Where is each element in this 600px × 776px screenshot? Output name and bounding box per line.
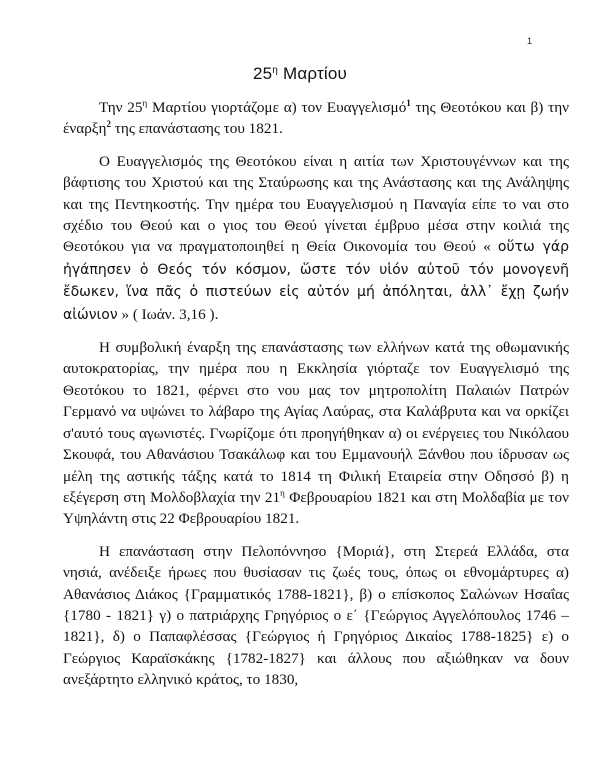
paragraph-2-text: Ο Ευαγγελισμός της Θεοτόκου είναι η αιτία των Χριστουγέννων και της βάφτισης του Χριστού και της Σταύρωσης και της Ανάστασης και της Ανάληψης και της Πεντηκοστής. Την ημέρα του Ευαγγελισμού η Παναγία είπε το ναι στο σχέδιο του Θεού και ο γιος του Θεού γίνεται έμβρυο μέσα στην κοιλιά της Θεοτόκου για να πραγματοποιηθεί η Θεία Οικονομία του Θεού « — [63, 152, 569, 256]
paragraph-1-superscript-a: η — [142, 98, 148, 108]
paragraph-1-text-d: της επανάστασης του 1821. — [111, 120, 283, 138]
page-title — [0, 64, 600, 84]
paragraph-1-text-a: Την 25 — [99, 99, 143, 116]
footnote-ref-2: 2 — [106, 119, 111, 130]
paragraph-4 — [63, 541, 569, 691]
document-body — [63, 97, 569, 691]
paragraph-4-text: Η επανάσταση στην Πελοπόννησο {Μοριά}, στη Στερεά Ελλάδα, στα νησιά, ανέδειξε ήρωες που θυσίασαν τις ζωές τους, όπως οι εθνομάρτυρες α) Αθανάσιος Διάκος {Γραμματικός 1788-1821}, β) ο επίσκοπος Σαλώνων Ησαΐας {1780 - 1821} γ) ο πατριάρχης Γρηγόριος ο ε΄ {Γεώργιος Αγγελόπουλος 1746 – 1821}, δ) ο Παπαφλέσσας {Γεώργιος ή Γρηγόριος Δικαίος 1788-1825} ε) ο Γεώργιος Καραϊσκάκης {1782-1827} και άλλους που αξιώθηκαν να δουν ανεξάρτητο ελληνικό κράτος, το 1830, — [63, 542, 569, 689]
paragraph-3 — [63, 337, 569, 530]
title-number: 25 — [252, 64, 273, 83]
paragraph-1-text-b: Μαρτίου γιορτάζομε α) τον Ευαγγελισμό — [147, 99, 407, 116]
footnote-ref-1: 1 — [406, 98, 411, 108]
title-month: Μαρτίου — [278, 64, 348, 83]
paragraph-2-citation: » ( Ιωάν. 3,16 ). — [117, 305, 219, 323]
paragraph-2 — [63, 151, 569, 326]
paragraph-1-text-c: της Θεοτόκου και β) την έναρξη — [63, 99, 569, 138]
scripture-quote: οὕτω γάρ ἠγάπησεν ὁ Θεός τόν κόσμον, ὥστε τόν υἱόν αὐτοῦ τόν μονογενῆ ἔδωκεν, ἵνα πᾶς ὁ πιστεύων εἰς αὐτόν μή ἀπόληται, ἀλλ᾽ ἔχῃ ζωήν αἰώνιον — [63, 239, 569, 323]
paragraph-3-text-a: Η συμβολική έναρξη της επανάστασης των ελλήνων κατά της οθωμανικής αυτοκρατορίας, την ημέρα που η Εκκλησία γιόρταζε τον Ευαγγελισμό της Θεοτόκου το 1821, φέρνει στο νου μας τον μητροπολίτη Παλαιών Πατρών Γερμανό να υψώνει το λάβαρο της Αγίας Λαύρας, στα Καλάβρυτα και να ορκίζει σ'αυτό τους αγωνιστές. Γνωρίζομε ότι προηγήθηκαν α) οι ενέργειες του Νικόλαου Σκουφά, του Αθανάσιου Τσακάλωφ και του Εμμανουήλ Ξάνθου που ίδρυσαν ως μέλη της αστικής τάξης κατά το 1814 τη Φιλική Εταιρεία στην Οδησσό β) η εξέγερση στη Μολδοβλαχία την 21 — [63, 339, 569, 506]
paragraph-1 — [63, 97, 569, 140]
paragraph-3-superscript: η — [280, 487, 285, 498]
paragraph-3-text-b: Φεβρουαρίου 1821 και στη Μολδαβία με τον Υψηλάντη στις 22 Φεβρουαρίου 1821. — [63, 488, 570, 528]
page-number: 1 — [526, 36, 532, 46]
title-superscript: η — [272, 65, 279, 76]
